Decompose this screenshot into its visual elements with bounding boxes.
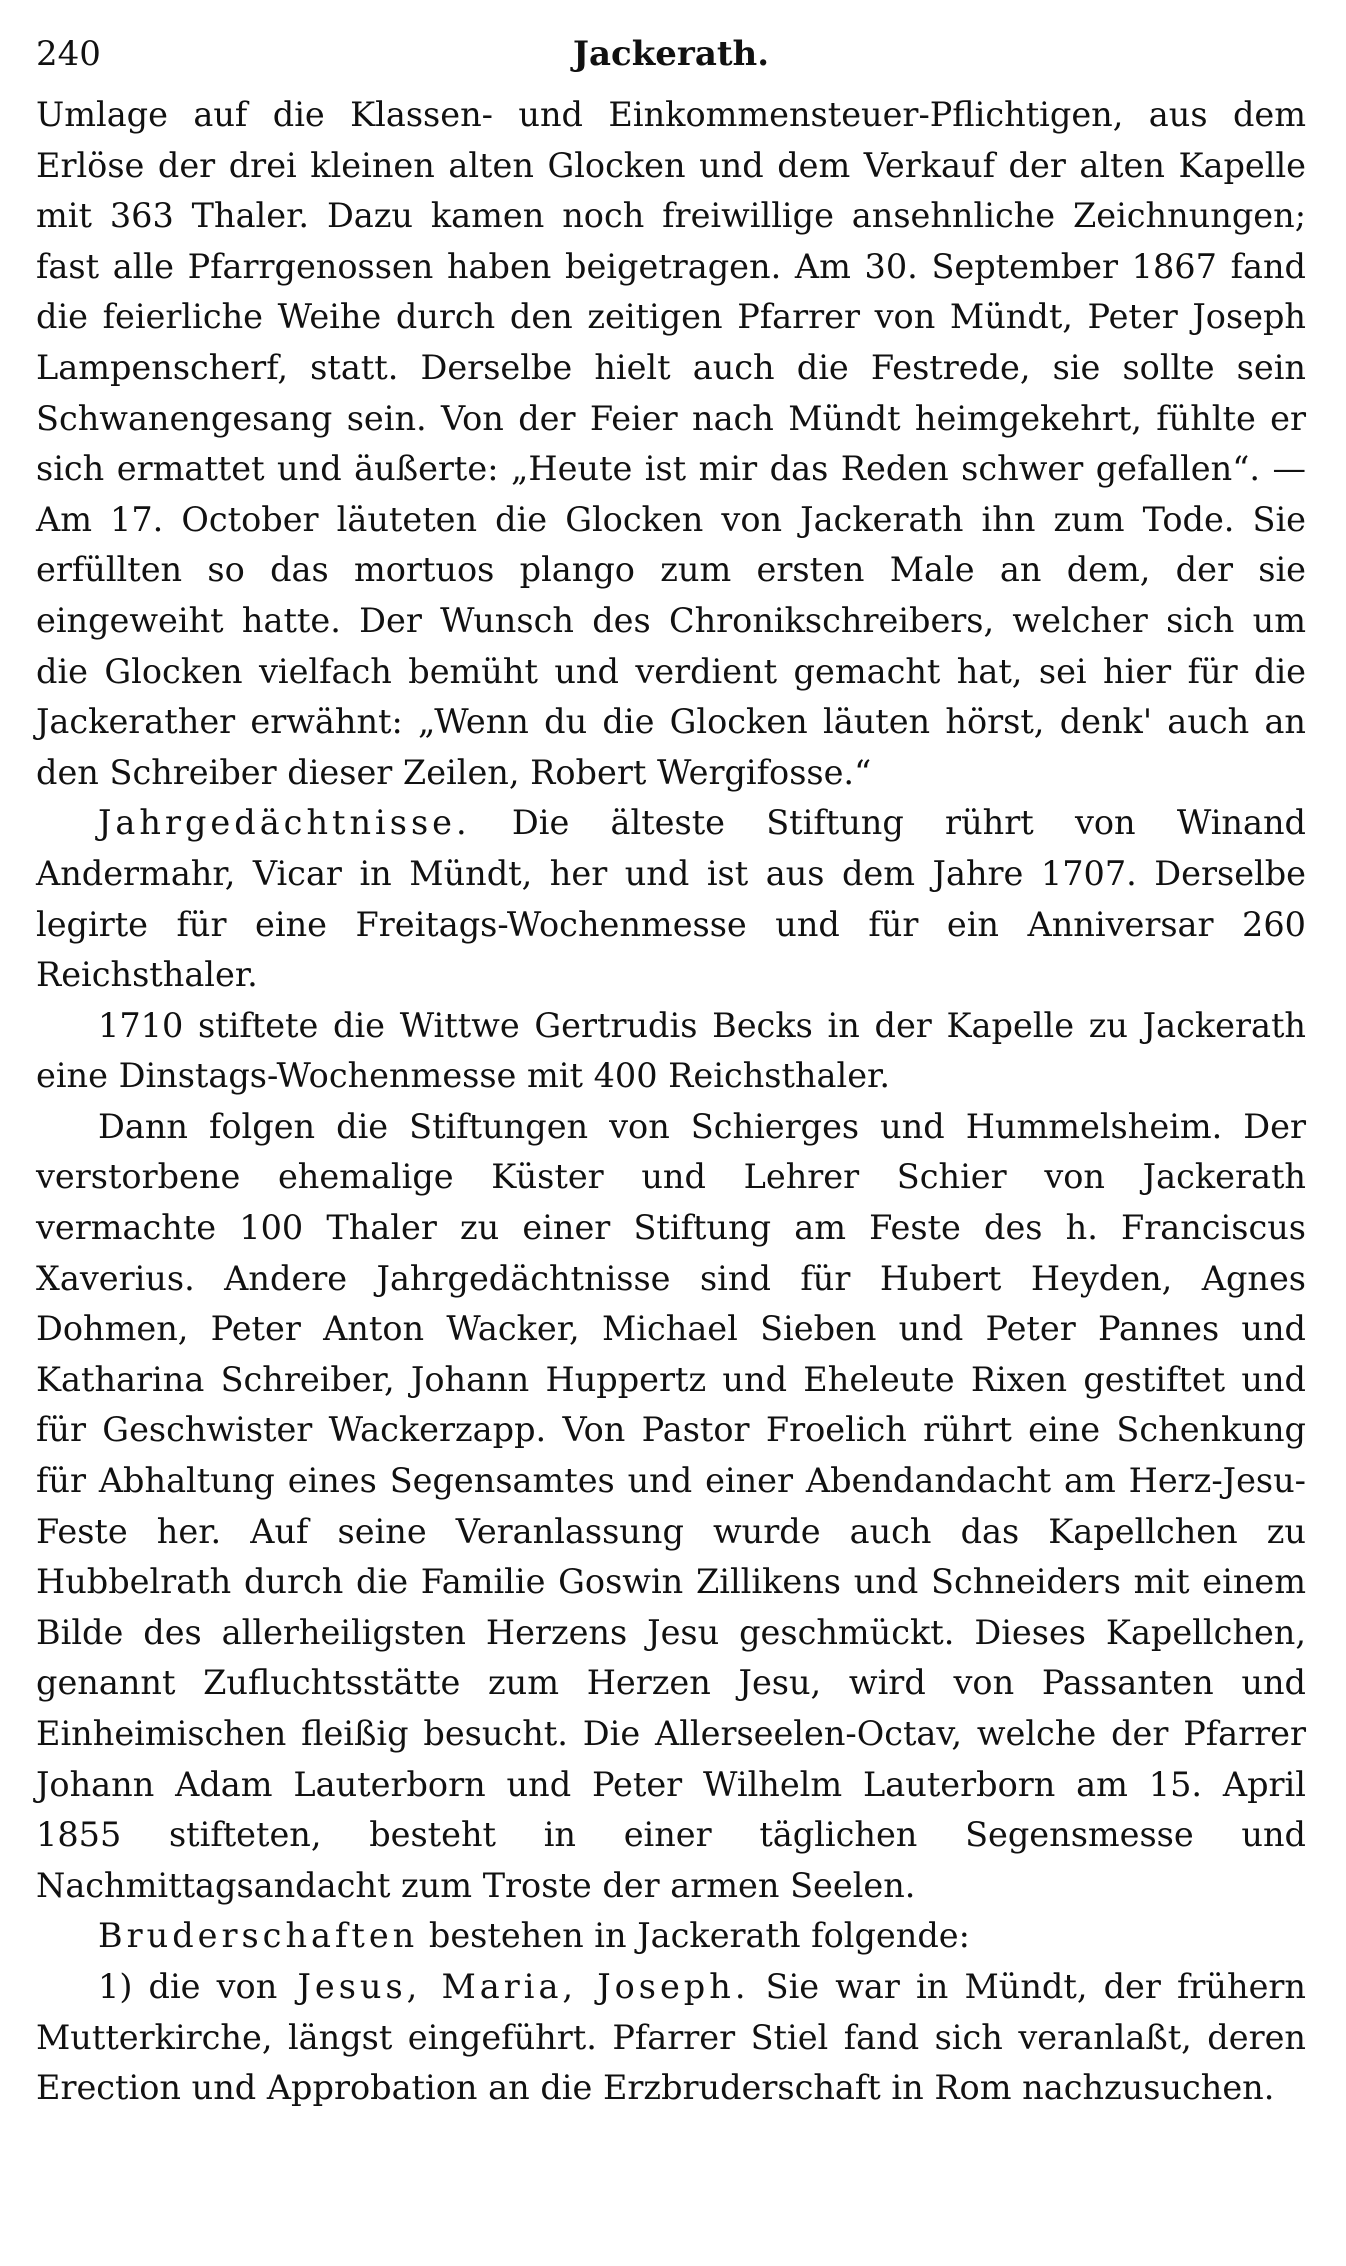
- section-heading-anniversaries: Jahrgedächtnisse.: [98, 803, 471, 843]
- page-header: [36, 28, 1306, 90]
- paragraph-1710-foundation: 1710 stiftete die Wittwe Gertrudis Becks in der Kapelle zu Jackerath eine Dinstags-Wochenmesse mit 400 Reichsthaler.: [36, 1005, 1306, 1096]
- section-heading-brotherhoods: Bruderschaften: [98, 1916, 419, 1956]
- running-title: Jackerath.: [572, 34, 770, 74]
- page-number: 240: [36, 34, 101, 74]
- paragraph-jesus-maria-joseph-text: Sie war in Mündt, der frühern Mutterkirche, längst eingeführt. Pfarrer Stiel fand sich veranlaßt, deren Erection und Approbation an die Erzbruderschaft in Rom nachzusuchen.: [36, 1966, 1306, 2108]
- paragraph-jesus-maria-joseph: [36, 1962, 1306, 2114]
- paragraph-foundations: Dann folgen die Stiftungen von Schierges und Hummelsheim. Der verstorbene ehemalige Küster und Lehrer Schier von Jackerath vermachte 100 Thaler zu einer Stiftung am Feste des h. Franciscus Xaverius. Andere Jahrgedächtnisse sind für Hubert Heyden, Agnes Dohmen, Peter Anton Wacker, Michael Sieben und Peter Pannes und Katharina Schreiber, Johann Huppertz und Eheleute Rixen gestiftet und für Geschwister Wackerzapp. Von Pastor Froelich rührt eine Schenkung für Abhaltung eines Segensamtes und einer Abendandacht am Herz-Jesu-Feste her. Auf seine Veranlassung wurde auch das Kapellchen zu Hubbelrath durch die Familie Goswin Zillikens und Schneiders mit einem Bilde des allerheiligsten Herzens Jesu geschmückt. Dieses Kapellchen, genannt Zufluchtsstätte zum Herzen Jesu, wird von Passanten und Einheimischen fleißig besucht. Die Allerseelen-Octav, welche der Pfarrer Johann Adam Lauterborn und Peter Wilhelm Lauterborn am 15. April 1855 stifteten, besteht in einer täglichen Segensmesse und Nachmittagsandacht zum Troste der armen Seelen.: [36, 1106, 1306, 1905]
- paragraph-anniversaries-text: Die älteste Stiftung rührt von Winand Andermahr, Vicar in Mündt, her und ist aus dem Jahre 1707. Derselbe legirte für eine Freitags-Wochenmesse und für ein Anniversar 260 Reichsthaler.: [36, 803, 1306, 995]
- paragraph-brotherhoods: [36, 1911, 1306, 1962]
- body-text: [36, 90, 1306, 2114]
- paragraph-bells: Umlage auf die Klassen- und Einkommensteuer-Pflichtigen, aus dem Erlöse der drei kleinen alten Glocken und dem Verkauf der alten Kapelle mit 363 Thaler. Dazu kamen noch freiwillige ansehnliche Zeichnungen; fast alle Pfarrgenossen haben beigetragen. Am 30. September 1867 fand die feierliche Weihe durch den zeitigen Pfarrer von Mündt, Peter Joseph Lampenscherf, statt. Derselbe hielt auch die Festrede, sie sollte sein Schwanengesang sein. Von der Feier nach Mündt heimgekehrt, fühlte er sich ermattet und äußerte: „Heute ist mir das Reden schwer gefallen“. — Am 17. October läuteten die Glocken von Jackerath ihn zum Tode. Sie erfüllten so das mortuos plango zum ersten Male an dem, der sie eingeweiht hatte. Der Wunsch des Chronikschreibers, welcher sich um die Glocken vielfach bemüht und verdient gemacht hat, sei hier für die Jackerather erwähnt: „Wenn du die Glocken läuten hörst, denk' auch an den Schreiber dieser Zeilen, Robert Wergifosse.“: [36, 95, 1306, 792]
- paragraph-anniversaries: [36, 798, 1306, 1000]
- list-number: 1) die von: [98, 1966, 278, 2006]
- brotherhood-name: Jesus, Maria, Joseph.: [277, 1966, 750, 2006]
- paragraph-brotherhoods-text: bestehen in Jackerath folgende:: [418, 1916, 970, 1956]
